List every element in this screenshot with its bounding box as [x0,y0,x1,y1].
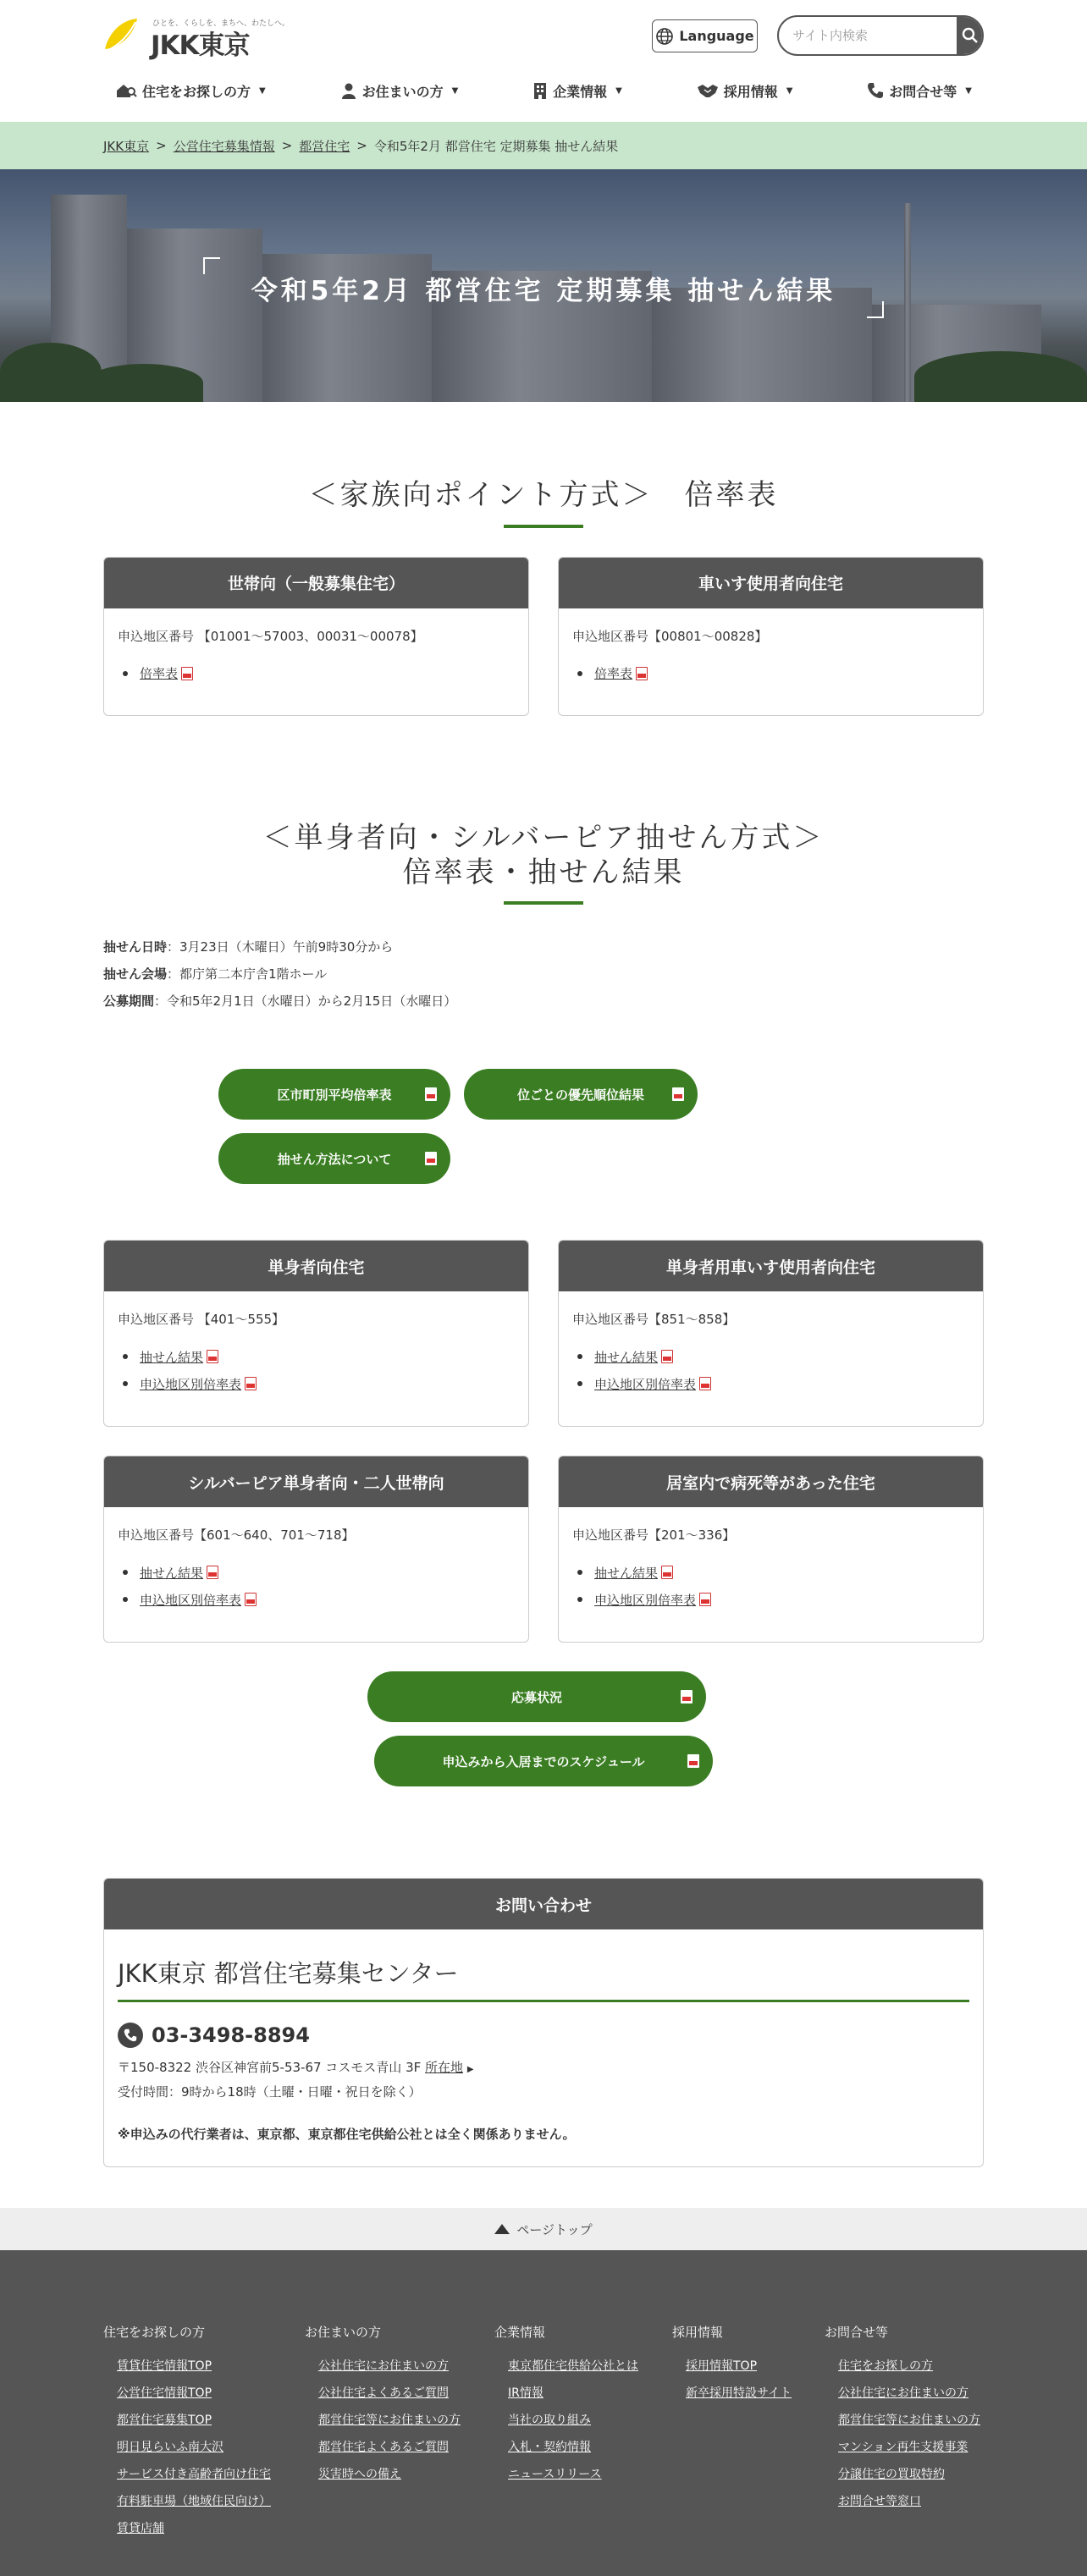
page-title: 令和5年2月 都営住宅 定期募集 抽せん結果 [251,276,836,306]
contact-note: ※申込みの代行業者は、東京都、東京都住宅供給公社とは全く関係ありません。 [118,2127,576,2143]
search-icon [962,27,979,44]
bullet [123,1597,128,1602]
area-code: 申込地区番号 【01001〜57003、00031〜00078】 [118,628,423,644]
footer-column [494,2323,638,2488]
list-item [577,1586,969,1613]
global-nav [103,74,984,107]
breadcrumb-link-metro-housing[interactable]: 都営住宅 [299,138,350,154]
footer-link[interactable]: 公営住宅情報TOP [117,2386,212,2401]
breadcrumb-link-home[interactable]: JKK東京 [103,138,150,154]
footer-column [672,2323,792,2407]
info-card [103,1240,529,1427]
footer-link[interactable]: 明日見らいふ南大沢 [117,2441,223,2455]
footer-link[interactable]: 公社住宅よくあるご質問 [318,2386,449,2401]
pdf-icon [661,1566,673,1579]
pdf-icon [425,1087,437,1101]
footer-column [305,2323,461,2488]
card-title: シルバーピア単身者向・二人世帯向 [104,1456,528,1507]
list-item [577,1343,969,1370]
schedule-button[interactable] [374,1736,713,1786]
pdf-link[interactable]: 抽せん結果 [594,1349,659,1365]
pdf-icon [245,1377,257,1390]
nav-item-contact[interactable] [867,81,972,101]
footer-link[interactable]: 当社の取り組み [508,2414,591,2428]
info-card [103,1456,529,1643]
address-text: 〒150-8322 渋谷区神宮前5-53-67 コスモス青山 3F [118,2060,422,2076]
card-title: 車いす使用者向住宅 [559,558,983,608]
handshake-icon [697,82,719,99]
pdf-icon [699,1377,711,1390]
footer-column-title: 採用情報 [672,2325,724,2341]
bottom-button-group [0,1671,1087,1786]
list-item [123,1559,515,1586]
card-grid [0,1456,1087,1643]
breadcrumb-separator: > [356,138,367,153]
area-code: 申込地区番号【851〜858】 [572,1312,736,1328]
chevron-down-icon: ▼ [451,85,459,96]
footer-column [825,2323,980,2515]
language-label: Language [679,28,754,44]
info-label: 公募期間 [103,994,155,1010]
application-status-button[interactable] [367,1671,706,1722]
pdf-icon [207,1350,218,1363]
footer-link[interactable]: 住宅をお探しの方 [838,2359,933,2374]
button-label: 申込みから入居までのスケジュール [442,1753,645,1770]
footer-link[interactable]: 有料駐車場（地域住民向け） [117,2495,271,2509]
footer-link[interactable]: 都営住宅等にお住まいの方 [318,2414,461,2428]
pdf-icon [661,1350,673,1363]
section-title-line2: 倍率表・抽せん結果 [402,855,685,889]
pdf-link[interactable]: 抽せん結果 [594,1565,659,1581]
search-input[interactable] [779,17,957,54]
search-button[interactable] [957,15,984,56]
section-title: ＜家族向ポイント方式＞ 倍率表 [308,478,779,512]
person-icon [340,82,357,99]
hours-text: 受付時間：9時から18時（土曜・日曜・祝日を除く） [118,2084,422,2100]
footer-link[interactable]: 都営住宅募集TOP [117,2414,212,2428]
contact-phone-row [118,2023,969,2048]
button-label: 抽せん方法について [277,1151,392,1167]
pdf-link[interactable]: 申込地区別倍率表 [594,1592,697,1608]
nav-label: 住宅をお探しの方 [142,83,251,100]
pdf-link[interactable]: 抽せん結果 [140,1349,204,1365]
footer-link[interactable]: 都営住宅等にお住まいの方 [838,2414,980,2428]
list-item [123,1343,515,1370]
info-card [103,557,529,716]
nav-item-residents[interactable] [340,81,459,101]
pdf-button-group [0,1069,1087,1240]
list-item [123,1586,515,1613]
lottery-method-button[interactable] [218,1133,450,1184]
nav-item-company[interactable] [532,81,622,101]
lottery-info [0,933,1087,1015]
footer-column-title: 企業情報 [494,2325,546,2341]
pdf-icon [672,1087,684,1101]
phone-number[interactable]: 03-3498-8894 [152,2023,310,2048]
area-code: 申込地区番号【201〜336】 [572,1527,736,1544]
pdf-icon [245,1593,257,1606]
button-label: 位ごとの優先順位結果 [516,1087,644,1103]
nav-item-recruit[interactable] [697,81,793,101]
house-search-icon [115,82,137,99]
footer-link[interactable]: ニュースリリース [508,2468,602,2482]
building-icon [532,82,548,99]
footer-link[interactable]: 東京都住宅供給公社とは [508,2359,638,2374]
site-search [777,15,984,56]
footer-link[interactable]: 入札・契約情報 [508,2441,591,2455]
page-top-label: ページトップ [516,2221,593,2237]
card-title: 単身者向住宅 [104,1241,528,1291]
globe-icon [655,27,674,46]
card-title: 居室内で病死等があった住宅 [559,1456,983,1507]
footer-column-title: お問合せ等 [825,2325,889,2341]
pdf-icon [687,1754,699,1768]
chevron-down-icon: ▼ [615,85,622,96]
card-title: 単身者用車いす使用者向住宅 [559,1241,983,1291]
breadcrumb-separator: > [156,138,167,153]
hero-banner [0,169,1087,402]
pdf-icon [636,667,648,680]
phone-icon [867,82,884,99]
info-card [558,557,984,716]
footer-link[interactable]: 新卒採用特設サイト [686,2386,792,2401]
bullet [577,1381,582,1386]
bullet [123,1354,128,1359]
logo-tagline: ひとを、くらしを、まちへ、わたしへ。 [152,19,290,28]
footer-link[interactable]: 都営住宅よくあるご質問 [318,2441,449,2455]
logo-text: JKK東京 [151,30,250,61]
footer-link[interactable]: お問合せ等窓口 [838,2495,921,2509]
pdf-link[interactable]: 倍率表 [140,666,179,682]
info-label: 抽せん会場 [103,966,168,983]
area-code: 申込地区番号【601〜640、701〜718】 [118,1527,355,1544]
info-card [558,1456,984,1643]
info-row [103,960,984,988]
footer-link[interactable]: 採用情報TOP [686,2359,758,2374]
site-footer [0,2250,1087,2576]
contact-name: JKK東京 都営住宅募集センター [118,1955,969,2002]
footer-link[interactable]: サービス付き高齢者向け住宅 [117,2468,271,2482]
chevron-down-icon: ▼ [259,85,266,96]
pdf-icon [681,1690,692,1704]
nav-label: お住まいの方 [361,83,444,100]
footer-link[interactable]: 賃貸住宅情報TOP [117,2359,212,2374]
hero-title-frame [203,257,884,318]
footer-column-title: 住宅をお探しの方 [103,2325,206,2341]
nav-label: 企業情報 [553,83,608,100]
contact-address [118,2056,969,2103]
breadcrumb-current: 令和5年2月 都営住宅 定期募集 抽せん結果 [373,138,619,154]
list-item [577,1370,969,1397]
info-row [103,988,984,1015]
phone-icon [118,2023,143,2048]
map-link[interactable]: 所在地 [425,2060,464,2076]
footer-link[interactable]: 分譲住宅の買取特約 [838,2468,945,2482]
contact-card [103,1878,984,2167]
bullet [123,671,128,676]
info-card [558,1240,984,1427]
breadcrumb-link-public-housing[interactable]: 公営住宅募集情報 [173,138,275,154]
footer-link[interactable]: 賃貸店舗 [117,2522,164,2536]
nav-label: お問合せ等 [889,83,957,100]
contact-section [0,1786,1087,2208]
card-grid [0,1240,1087,1427]
info-row [103,933,984,960]
bullet [123,1570,128,1575]
footer-link[interactable]: IR情報 [508,2386,544,2401]
section-underline [504,525,583,528]
section-underline [504,901,583,905]
list-item [577,660,969,687]
info-value: ：3月23日（木曜日）午前9時30分から [167,939,394,955]
site-header [0,0,1087,122]
pdf-icon [181,667,193,680]
list-item [123,660,515,687]
card-title: 世帯向（一般募集住宅） [104,558,528,608]
info-value: ：都庁第二本庁舎1階ホール [167,966,328,983]
family-point-section [0,402,1087,716]
bullet [577,671,582,676]
button-label: 応募状況 [510,1689,562,1705]
pdf-link[interactable]: 倍率表 [594,666,633,682]
list-item [577,1559,969,1586]
pdf-icon [207,1566,218,1579]
bullet [577,1597,582,1602]
button-label: 区市町別平均倍率表 [277,1087,392,1103]
bullet [123,1381,128,1386]
avg-ratio-button[interactable] [218,1069,450,1120]
breadcrumb [0,122,1087,169]
chevron-right-icon: ▶ [466,2065,474,2075]
info-value: ：令和5年2月1日（水曜日）から2月15日（水曜日） [154,994,457,1010]
footer-link[interactable]: 公社住宅にお住まいの方 [318,2359,449,2374]
section-title-line1: ＜単身者向・シルバーピア抽せん方式＞ [262,820,825,855]
page-top-button[interactable] [0,2208,1087,2250]
pdf-link[interactable]: 申込地区別倍率表 [594,1376,697,1392]
single-silverpia-section [0,716,1087,1787]
bullet [577,1354,582,1359]
site-logo[interactable] [103,12,290,61]
footer-link[interactable]: 災害時への備え [318,2468,401,2482]
pdf-icon [425,1152,437,1165]
pdf-link[interactable]: 抽せん結果 [140,1565,204,1581]
pdf-link[interactable]: 申込地区別倍率表 [140,1592,242,1608]
bullet [577,1570,582,1575]
logo-leaf-icon [103,17,147,54]
language-button[interactable] [652,19,758,52]
area-code: 申込地区番号 【401〜555】 [118,1312,285,1328]
priority-result-button[interactable] [464,1069,698,1120]
footer-column-title: お住まいの方 [305,2325,382,2341]
pdf-icon [699,1593,711,1606]
pdf-link[interactable]: 申込地区別倍率表 [140,1376,242,1392]
breadcrumb-separator: > [281,138,293,153]
footer-link[interactable]: マンション再生支援事業 [838,2441,968,2455]
contact-heading: お問い合わせ [104,1879,983,1929]
footer-link[interactable]: 公社住宅にお住まいの方 [838,2386,968,2401]
section-title [0,821,1087,890]
info-label: 抽せん日時 [103,939,168,955]
nav-label: 採用情報 [723,83,778,100]
chevron-down-icon: ▼ [965,85,972,96]
nav-item-house-search[interactable] [115,81,266,101]
arrow-up-icon [494,2224,510,2234]
area-code: 申込地区番号【00801〜00828】 [572,628,768,644]
footer-column [103,2323,271,2542]
card-grid [0,557,1087,716]
chevron-down-icon: ▼ [786,85,793,96]
list-item [123,1370,515,1397]
